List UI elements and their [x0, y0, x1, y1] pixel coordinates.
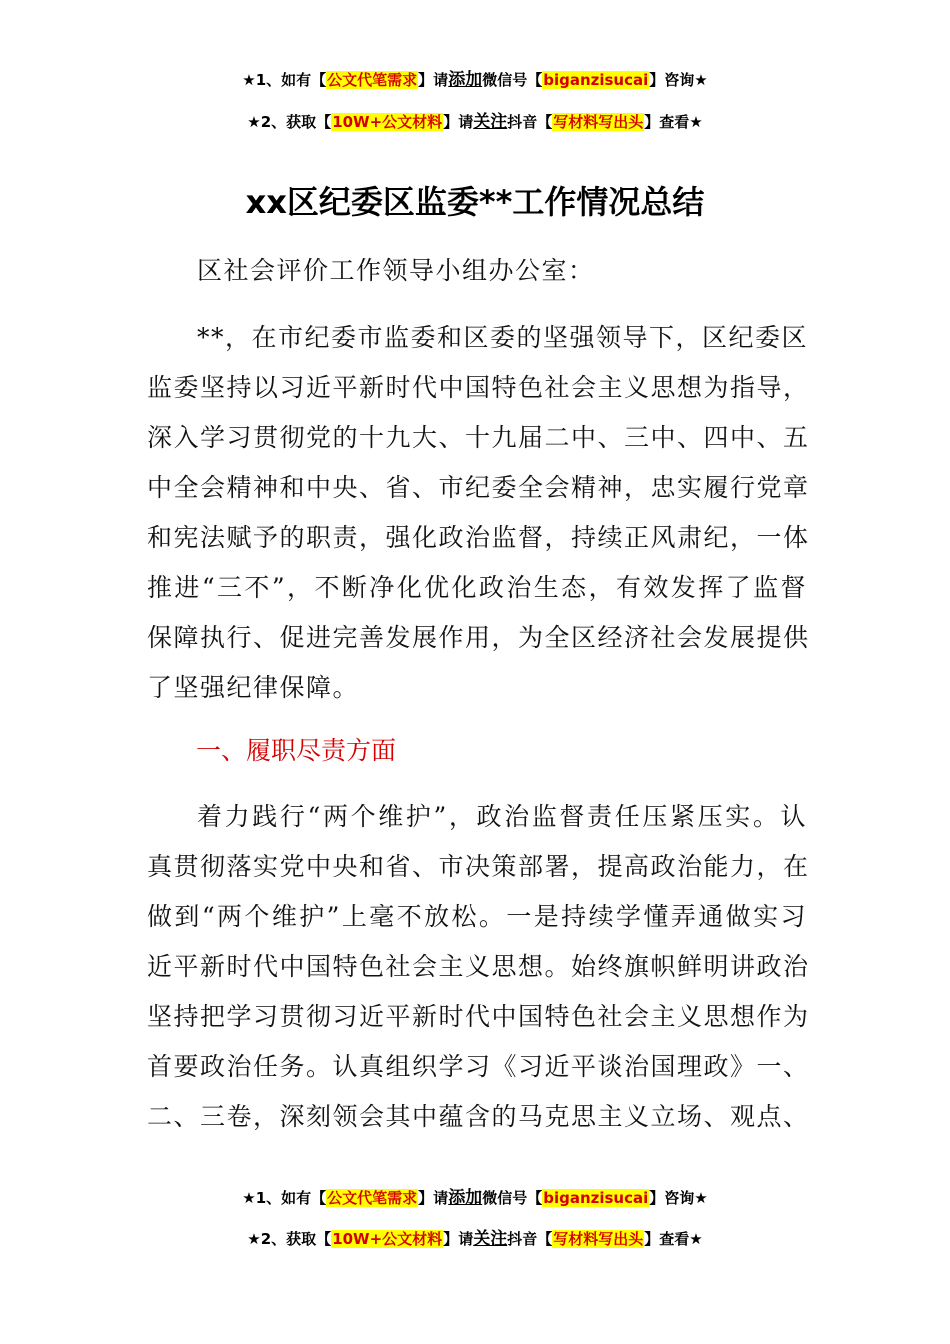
banner-highlight: 10W+公文材料: [332, 1230, 443, 1248]
paragraph-line: **，在市纪委市监委和区委的坚强领导下，区纪委区: [197, 323, 809, 352]
paragraph-line: 坚持把学习贯彻习近平新时代中国特色社会主义思想作为: [147, 1002, 810, 1031]
paragraph-2: [147, 792, 810, 1142]
banner-text: 】请: [443, 113, 474, 131]
addressee-text: 区社会评价工作领导小组办公室：: [197, 256, 595, 285]
banner-text: 】咨询★: [649, 1189, 708, 1207]
paragraph-line: 首要政治任务。认真组织学习《习近平谈治国理政》一、: [147, 1052, 810, 1081]
banner-text: ★2、获取【: [247, 1230, 332, 1248]
paragraph-line: 推进“三不”，不断净化优化政治生态，有效发挥了监督: [147, 573, 807, 602]
banner-text: 微信号【: [482, 1189, 543, 1207]
paragraph-line: 保障执行、促进完善发展作用，为全区经济社会发展提供: [147, 623, 810, 652]
banner-emphasis: 关注: [473, 112, 508, 132]
bottom-banner-line-2: [0, 1229, 950, 1249]
banner-highlight: 写材料写出头: [553, 113, 644, 131]
banner-text: 】查看★: [644, 113, 703, 131]
banner-text: 】请: [418, 71, 449, 89]
banner-highlight: 公文代笔需求: [327, 1189, 418, 1207]
banner-text: 】请: [443, 1230, 474, 1248]
paragraph-line: 着力践行“两个维护”，政治监督责任压紧压实。认: [197, 802, 807, 831]
paragraph-line: 做到“两个维护”上毫不放松。一是持续学懂弄通做实习: [147, 902, 807, 931]
document-title: xx区纪委区监委**工作情况总结: [245, 183, 705, 221]
paragraph-line: 近平新时代中国特色社会主义思想。始终旗帜鲜明讲政治: [147, 952, 810, 981]
banner-highlight: 10W+公文材料: [332, 113, 443, 131]
banner-text: 】查看★: [644, 1230, 703, 1248]
banner-emphasis: 关注: [473, 1229, 508, 1249]
paragraph-line: 监委坚持以习近平新时代中国特色社会主义思想为指导，: [147, 373, 810, 402]
paragraph-line: 真贯彻落实党中央和省、市决策部署，提高政治能力，在: [147, 852, 810, 881]
banner-highlight: biganzisucai: [543, 71, 649, 89]
addressee: [147, 246, 807, 296]
banner-text: ★1、如有【: [242, 71, 327, 89]
section-heading: 一、履职尽责方面: [196, 736, 397, 765]
banner-text: 抖音【: [507, 1230, 553, 1248]
paragraph-1: [147, 313, 810, 713]
banner-text: 】请: [418, 1189, 449, 1207]
banner-text: 】咨询★: [649, 71, 708, 89]
banner-highlight: 公文代笔需求: [327, 71, 418, 89]
banner-text: ★2、获取【: [247, 113, 332, 131]
paragraph-line: 深入学习贯彻党的十九大、十九届二中、三中、四中、五: [147, 423, 810, 452]
banner-text: 微信号【: [482, 71, 543, 89]
banner-text: 抖音【: [507, 113, 553, 131]
top-banner-line-1: [0, 70, 950, 90]
banner-highlight: biganzisucai: [543, 1189, 649, 1207]
banner-emphasis: 添加: [448, 1188, 483, 1208]
banner-text: ★1、如有【: [242, 1189, 327, 1207]
banner-emphasis: 添加: [448, 70, 483, 90]
paragraph-line: 中全会精神和中央、省、市纪委全会精神，忠实履行党章: [147, 473, 810, 502]
paragraph-line: 和宪法赋予的职责，强化政治监督，持续正风肃纪，一体: [147, 523, 810, 552]
bottom-banner-line-1: [0, 1188, 950, 1208]
top-banner-line-2: [0, 112, 950, 132]
paragraph-line: 了坚强纪律保障。: [147, 673, 360, 702]
banner-highlight: 写材料写出头: [553, 1230, 644, 1248]
paragraph-line: 二、三卷，深刻领会其中蕴含的马克思主义立场、观点、: [147, 1102, 810, 1131]
